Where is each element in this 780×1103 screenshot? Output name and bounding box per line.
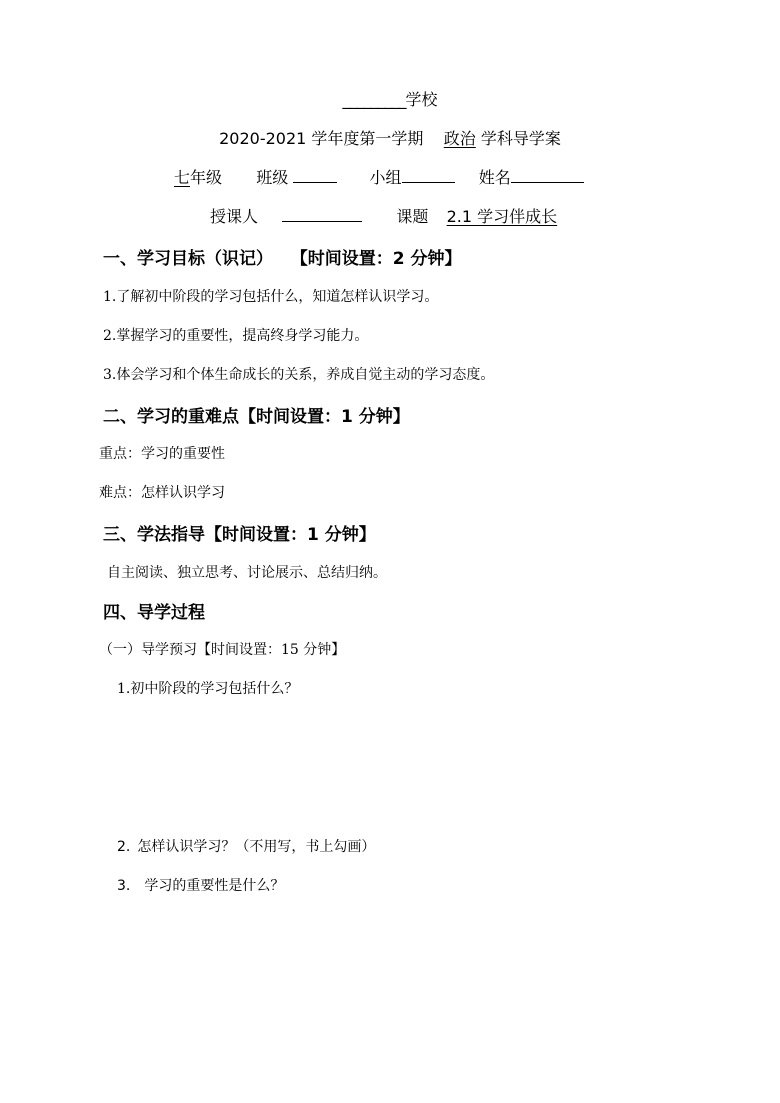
key-point: 重点：学习的重要性 xyxy=(99,446,225,462)
school-blank: _________ xyxy=(342,90,406,109)
info-line xyxy=(174,165,584,188)
school-label: 学校 xyxy=(405,90,438,109)
objective-item: 2.掌握学习的重要性，提高终身学习能力。 xyxy=(103,328,369,344)
question-2 xyxy=(117,836,375,856)
subsection-preview-heading: （一）导学预习【时间设置：15 分钟】 xyxy=(99,642,346,658)
name-blank[interactable] xyxy=(511,167,584,183)
topic-label: 课题 xyxy=(396,207,429,226)
question-3-text: 学习的重要性是什么？ xyxy=(144,878,285,894)
title-line xyxy=(0,126,780,149)
class-blank[interactable] xyxy=(293,167,337,183)
objective-item: 1.了解初中阶段的学习包括什么，知道怎样认识学习。 xyxy=(103,289,439,305)
topic-value: 2.1 学习伴成长 xyxy=(446,207,558,226)
section-1-title: 一、学习目标（识记） xyxy=(103,249,273,269)
question-1: 1.初中阶段的学习包括什么？ xyxy=(117,681,299,697)
question-3-number: 3. xyxy=(117,878,131,894)
difficult-point: 难点：怎样认识学习 xyxy=(99,485,225,501)
section-2-heading: 二、学习的重难点【时间设置：1 分钟】 xyxy=(103,407,410,427)
method-content: 自主阅读、独立思考、讨论展示、总结归纳。 xyxy=(107,565,387,581)
section-1-heading xyxy=(103,244,462,269)
objective-item: 3.体会学习和个体生命成长的关系，养成自觉主动的学习态度。 xyxy=(103,367,495,383)
teacher-label: 授课人 xyxy=(210,207,259,226)
grade-value: 七 xyxy=(174,168,191,187)
group-label: 小组 xyxy=(369,168,402,187)
school-line xyxy=(0,87,780,110)
question-2-number: 2. xyxy=(117,839,131,855)
teacher-line xyxy=(210,204,557,227)
subject: 政治 xyxy=(443,129,476,148)
year-term: 2020-2021 学年度第一学期 xyxy=(219,129,424,148)
class-label: 班级 xyxy=(256,168,289,187)
question-3 xyxy=(117,875,284,895)
name-label: 姓名 xyxy=(478,168,511,187)
section-3-heading: 三、学法指导【时间设置：1 分钟】 xyxy=(103,525,376,545)
teacher-blank[interactable] xyxy=(282,206,362,222)
doc-type: 学科导学案 xyxy=(480,129,561,148)
group-blank[interactable] xyxy=(402,167,455,183)
section-4-heading: 四、导学过程 xyxy=(103,603,205,623)
section-1-time: 【时间设置：2 分钟】 xyxy=(290,249,462,269)
grade-label: 年级 xyxy=(190,168,223,187)
question-2-text: 怎样认识学习？（不用写，书上勾画） xyxy=(137,839,376,855)
